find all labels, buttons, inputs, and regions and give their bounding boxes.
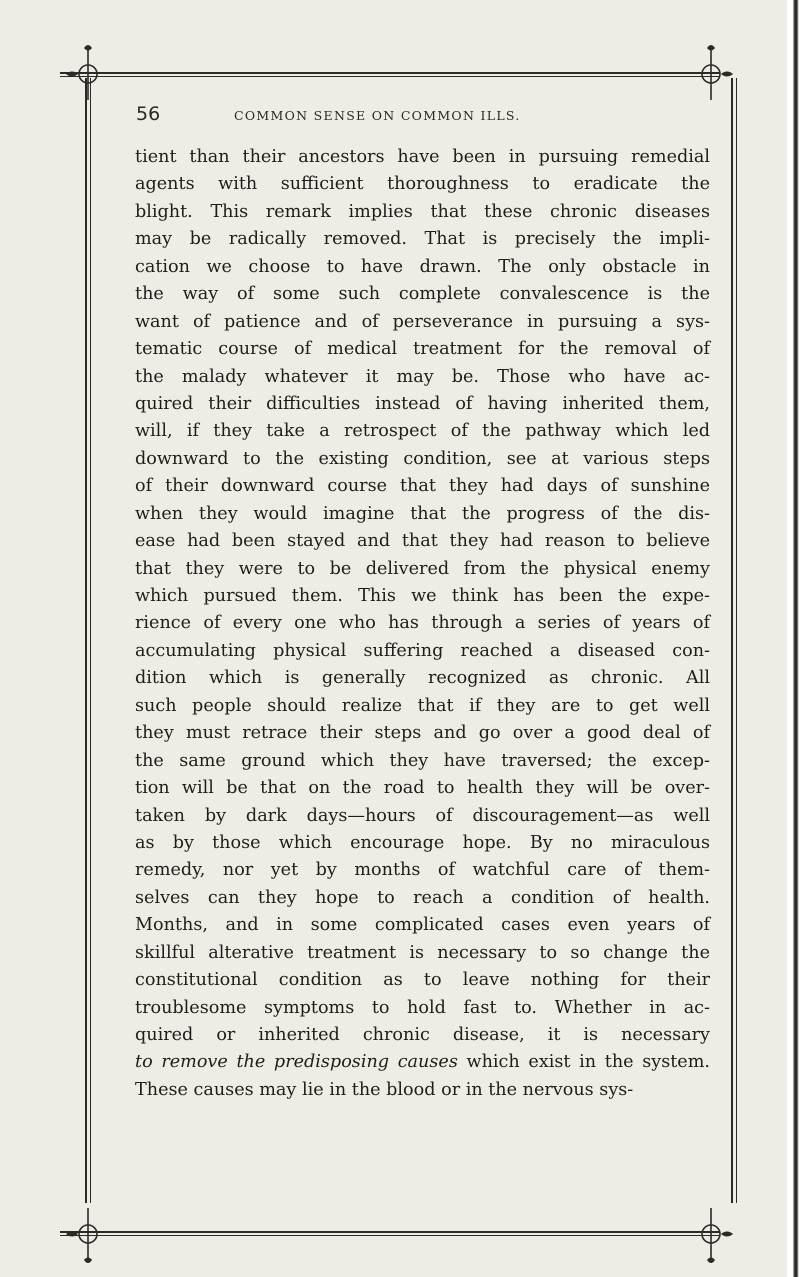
corner-ornament-top-left-icon	[64, 44, 104, 104]
text-line: taken by dark days—hours of discouragement—as well	[135, 805, 710, 826]
text-line: tematic course of medical treatment for the removal of	[135, 339, 710, 360]
corner-ornament-top-right-icon	[695, 44, 735, 104]
text-line: may be radically removed. That is precisely the impli-	[135, 229, 710, 250]
text-line: skillful alterative treatment is necessary to so change the	[135, 942, 710, 963]
text-line: dition which is generally recognized as chronic. All	[135, 668, 710, 689]
text-line: Months, and in some complicated cases even years of	[135, 915, 710, 936]
text-line: will, if they take a retrospect of the pathway which led	[135, 421, 710, 442]
border-left-rule	[85, 78, 87, 1203]
text-line: blight. This remark implies that these chronic diseases	[135, 201, 710, 222]
text-line-mixed	[135, 1049, 710, 1076]
text-line: remedy, nor yet by months of watchful care of them-	[135, 860, 710, 881]
text-line: the way of some such complete convalescence is the	[135, 284, 710, 305]
text-line: constitutional condition as to leave nothing for their	[135, 970, 710, 991]
text-line: cation we choose to have drawn. The only obstacle in	[135, 256, 710, 277]
text-line: agents with sufficient thoroughness to eradicate the	[135, 174, 710, 195]
text-fragment: which exist in the system.	[466, 1052, 710, 1073]
text-line: they must retrace their steps and go over a good deal of	[135, 723, 710, 744]
page-number: 56	[136, 103, 161, 125]
text-line: that they were to be delivered from the physical enemy	[135, 558, 710, 579]
text-line: quired or inherited chronic disease, it is necessary	[135, 1025, 710, 1045]
text-line: selves can they hope to reach a condition of health.	[135, 887, 710, 908]
border-top-rule-inner	[60, 76, 720, 77]
text-line: downward to the existing condition, see at various steps	[135, 448, 710, 469]
corner-ornament-bottom-right-icon	[695, 1204, 735, 1264]
text-line: the malady whatever it may be. Those who have ac-	[135, 366, 710, 387]
text-line: troublesome symptoms to hold fast to. Whether in ac-	[135, 997, 710, 1018]
text-line: as by those which encourage hope. By no miraculous	[135, 832, 710, 853]
text-line: rience of every one who has through a series of years of	[135, 613, 710, 634]
border-right-rule	[731, 78, 733, 1203]
page-edge	[787, 0, 801, 1277]
text-line: when they would imagine that the progress of the dis-	[135, 503, 710, 524]
running-head	[136, 103, 736, 127]
text-line: tion will be that on the road to health they will be over-	[135, 778, 710, 799]
body-text	[135, 144, 710, 1104]
text-line: such people should realize that if they are to get well	[135, 695, 710, 716]
text-line: quired their difficulties instead of having inherited them,	[135, 393, 710, 414]
text-line: of their downward course that they had days of sunshine	[135, 476, 710, 497]
running-title: COMMON SENSE ON COMMON ILLS.	[234, 108, 521, 123]
italic-phrase: to remove the predisposing causes	[135, 1052, 458, 1073]
text-line: ease had been stayed and that they had reason to believe	[135, 531, 710, 552]
border-top-rule	[60, 72, 720, 74]
border-left-rule-inner	[90, 78, 91, 1203]
text-line: tient than their ancestors have been in pursuing remedial	[135, 147, 710, 167]
text-line: the same ground which they have traversed; the excep-	[135, 750, 710, 771]
text-line: accumulating physical suffering reached a diseased con-	[135, 640, 710, 661]
border-right-rule-inner	[736, 78, 737, 1203]
text-line: which pursued them. This we think has been the expe-	[135, 586, 710, 606]
corner-ornament-bottom-left-icon	[64, 1204, 104, 1264]
border-bottom-rule	[60, 1231, 720, 1233]
text-line: These causes may lie in the blood or in the nervous sys-	[135, 1079, 634, 1100]
border-bottom-rule-inner	[60, 1235, 720, 1236]
text-line: want of patience and of perseverance in pursuing a sys-	[135, 311, 710, 332]
